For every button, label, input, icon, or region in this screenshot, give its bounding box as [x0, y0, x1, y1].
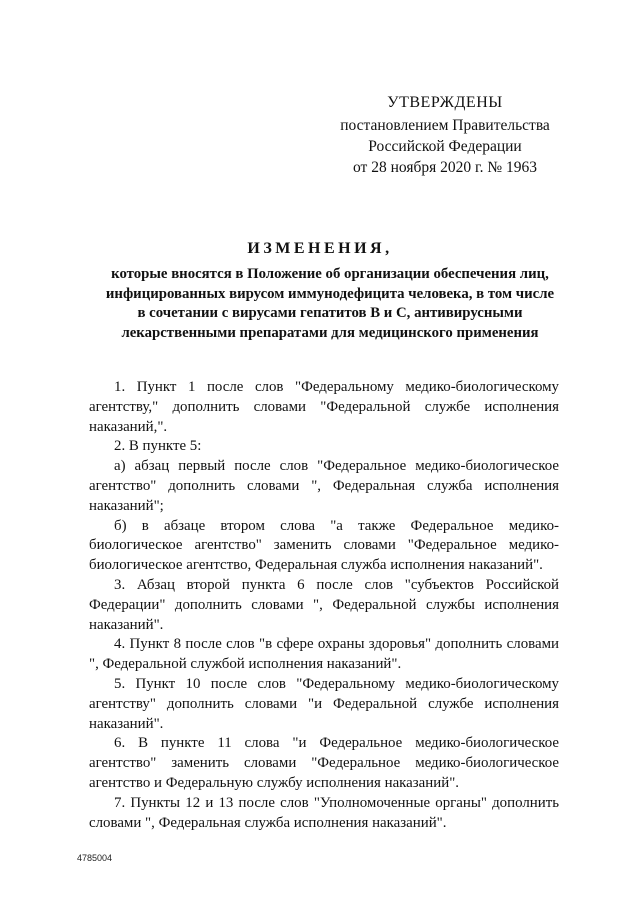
document-subtitle — [60, 265, 600, 343]
paragraph-6 — [89, 734, 559, 793]
paragraph-line: б) в абзаце втором слова "а также Федеральное медико- — [114, 517, 559, 534]
subtitle-line-4: лекарственными препаратами для медицинского применения — [121, 324, 539, 341]
paragraph-line: словами ", Федеральная служба исполнения наказаний". — [89, 814, 447, 831]
paragraph-7 — [89, 794, 559, 834]
paragraph-line: 4. Пункт 8 после слов "в сфере охраны здоровья" дополнить словами — [114, 636, 559, 653]
paragraph-line: 2. В пункте 5: — [114, 438, 202, 455]
document-code: 4785004 — [77, 853, 113, 863]
paragraph-line: биологическое агентство" заменить словами "Федеральное медико- — [89, 537, 559, 554]
document-body — [89, 378, 559, 833]
paragraph-line: 3. Абзац второй пункта 6 после слов "субъектов Российской — [114, 576, 559, 593]
paragraph-5 — [89, 675, 559, 734]
paragraph-line: 5. Пункт 10 после слов "Федеральному медико-биологическому — [114, 675, 559, 692]
paragraph-line: агентство" заменить словами "Федеральное медико-биологическое — [89, 755, 559, 772]
paragraph-line: агентство и Федеральную службу исполнения наказаний". — [89, 774, 459, 791]
paragraph-line: Федерации" дополнить словами ", Федеральной службы исполнения — [89, 596, 559, 613]
approval-line-3: от 28 ноября 2020 г. № 1963 — [353, 159, 537, 176]
paragraph-line: 7. Пункты 12 и 13 после слов "Уполномоченные органы" дополнить — [114, 794, 559, 811]
paragraph-3 — [89, 576, 559, 635]
approval-heading: УТВЕРЖДЕНЫ — [387, 94, 503, 111]
paragraph-4 — [89, 635, 559, 675]
approval-stamp — [330, 92, 560, 178]
subtitle-line-3: в сочетании с вирусами гепатитов B и C, антивирусными — [137, 305, 523, 321]
paragraph-line: агентству" дополнить словами "и Федеральной службе исполнения — [89, 695, 559, 712]
approval-line-2: Российской Федерации — [368, 138, 522, 155]
paragraph-2b — [89, 517, 559, 576]
subtitle-line-2: инфицированных вирусом иммунодефицита человека, в том числе — [105, 285, 555, 302]
paragraph-1 — [89, 378, 559, 437]
paragraph-line: ", Федеральной службой исполнения наказаний". — [89, 656, 402, 673]
paragraph-line: 6. В пункте 11 слова "и Федеральное медико-биологическое — [114, 735, 559, 752]
document-title: ИЗМЕНЕНИЯ, — [247, 240, 393, 257]
paragraph-2 — [89, 437, 559, 457]
paragraph-line: агентству," дополнить словами "Федеральной службе исполнения — [89, 398, 559, 415]
paragraph-line: биологическое агентство, Федеральная служба исполнения наказаний". — [89, 557, 543, 574]
subtitle-line-1: которые вносятся в Положение об организации обеспечения лиц, — [111, 266, 549, 282]
paragraph-line: наказаний,". — [89, 418, 168, 435]
paragraph-line: наказаний". — [89, 616, 164, 633]
paragraph-line: 1. Пункт 1 после слов "Федеральному медико-биологическому — [114, 379, 559, 395]
paragraph-line: агентство" дополнить словами ", Федеральная служба исполнения — [89, 477, 559, 494]
paragraph-2a — [89, 457, 559, 516]
paragraph-line: а) абзац первый после слов "Федеральное медико-биологическое — [114, 458, 559, 475]
approval-line-1: постановлением Правительства — [340, 117, 550, 134]
paragraph-line: наказаний"; — [89, 497, 164, 514]
paragraph-line: наказаний". — [89, 715, 164, 732]
